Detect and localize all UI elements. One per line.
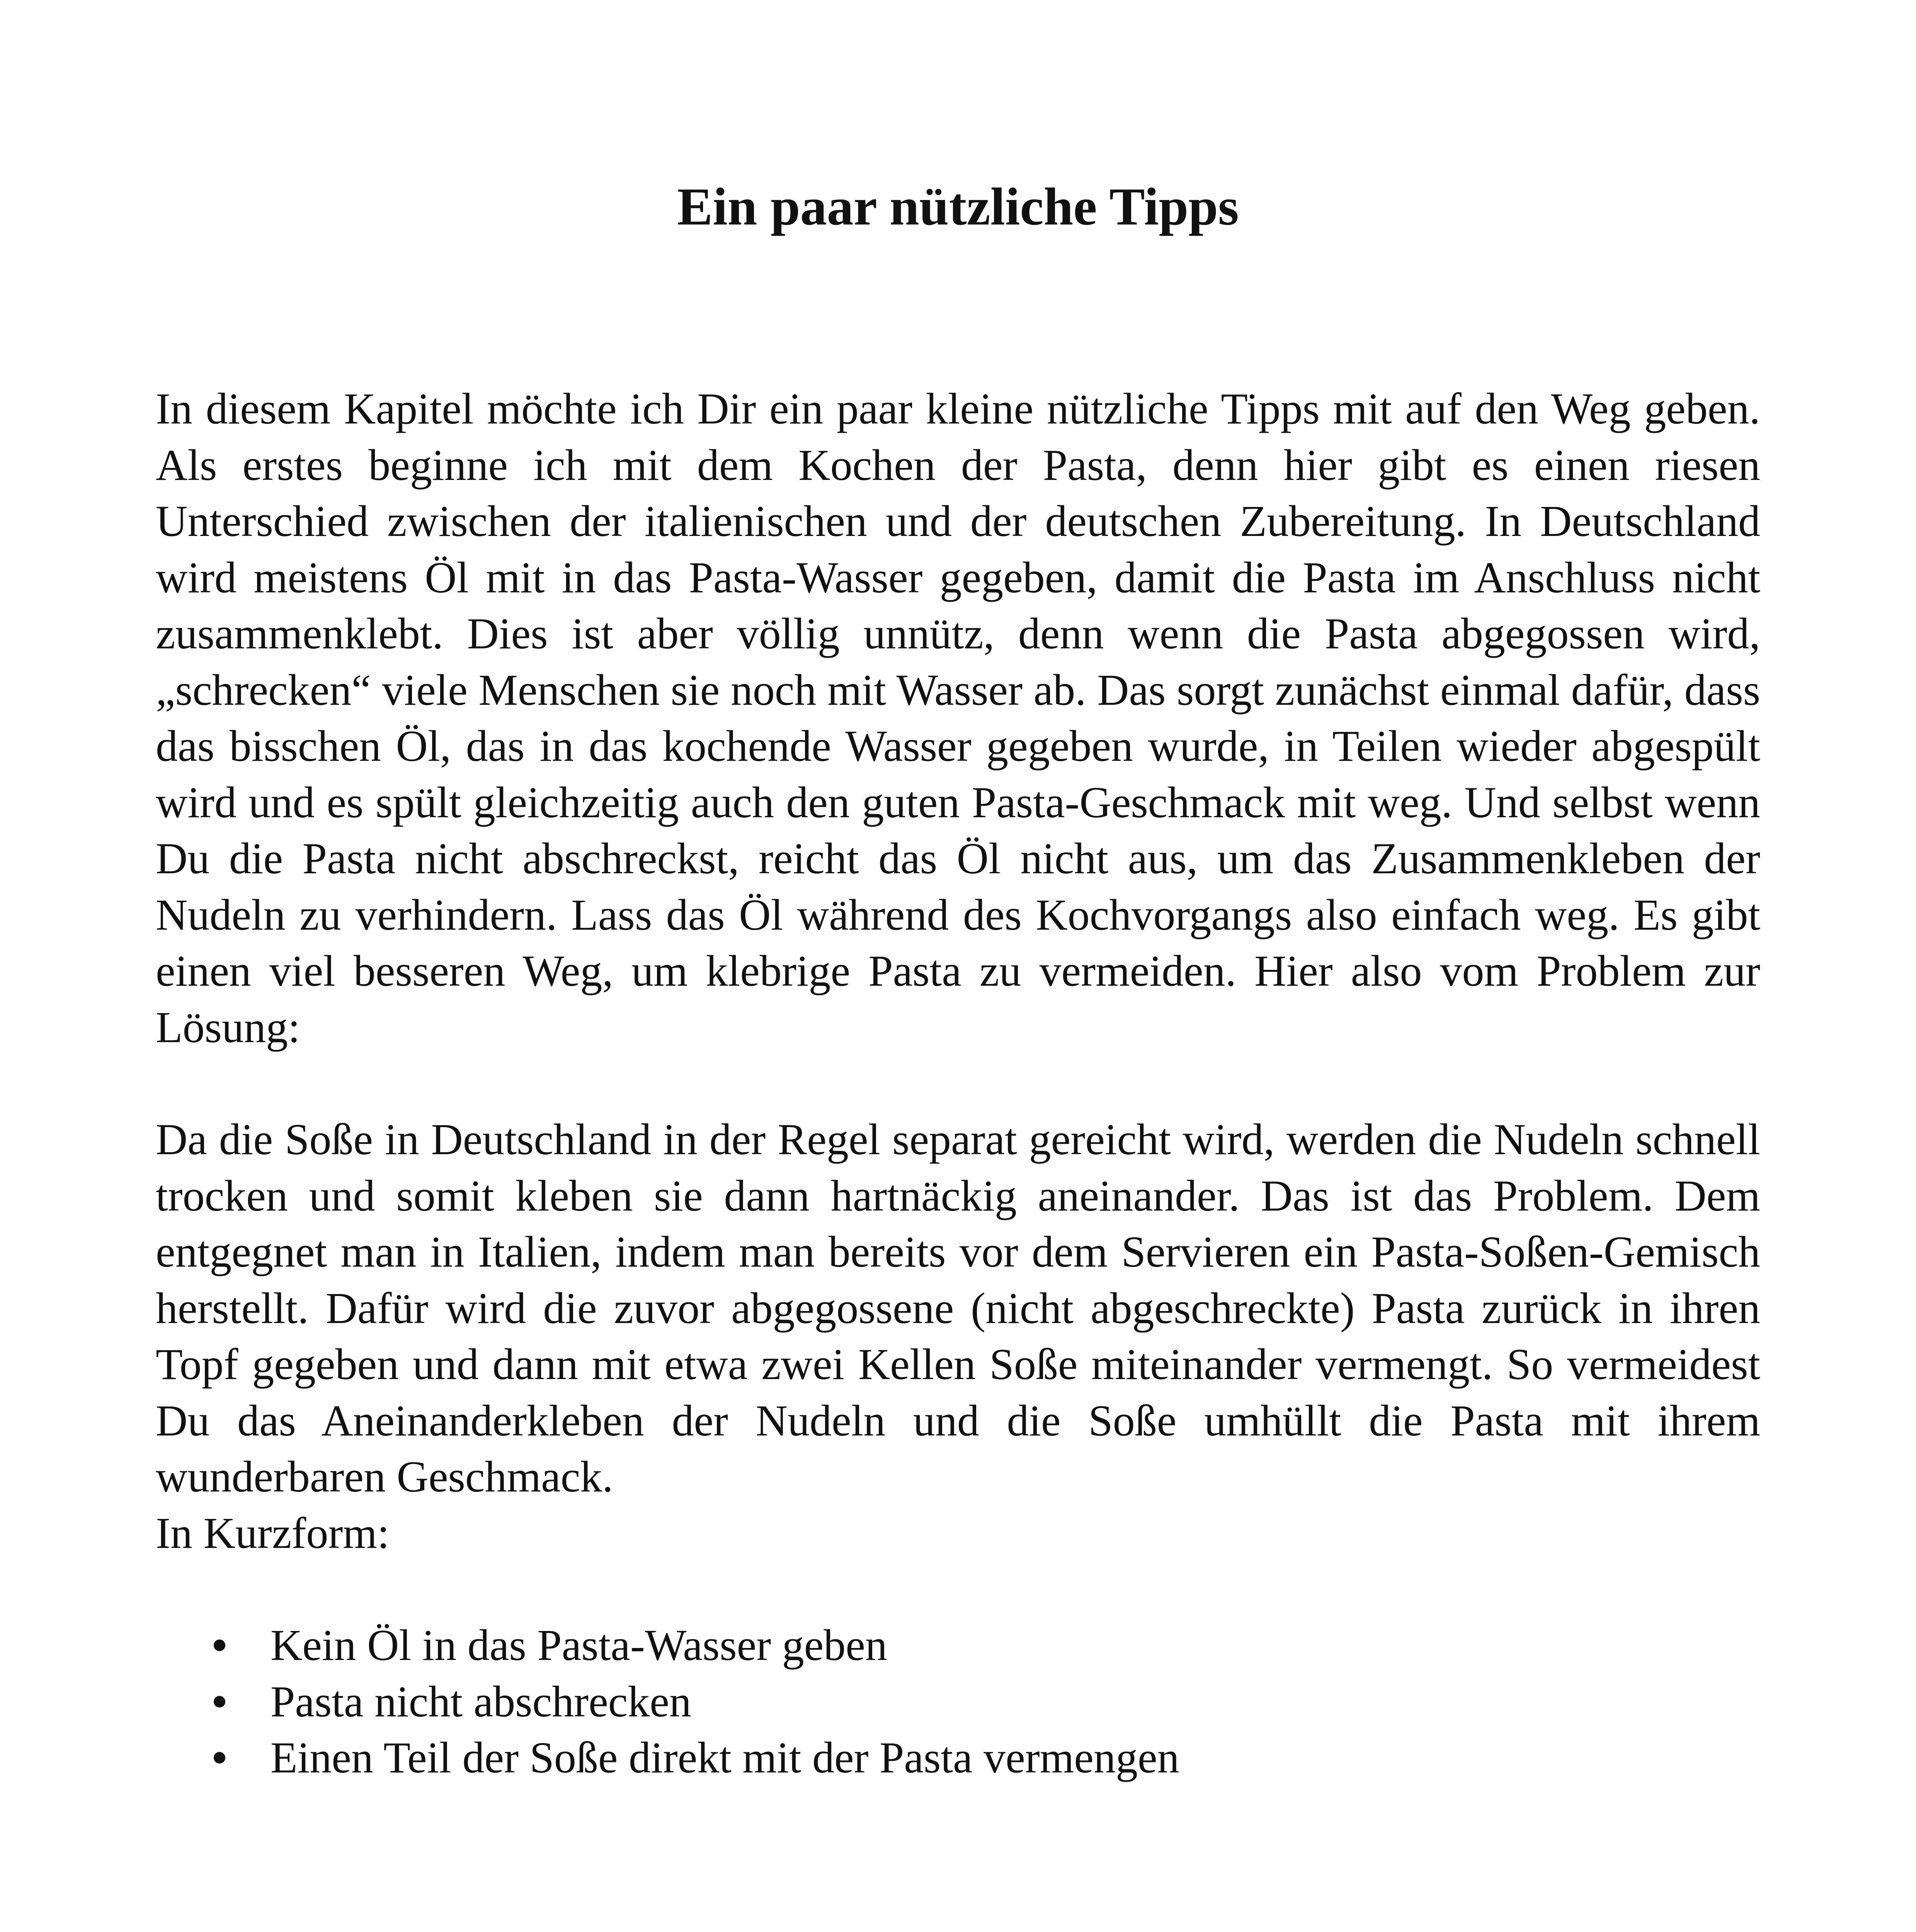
bullet-icon [214, 1752, 225, 1764]
bullet-icon [214, 1696, 225, 1708]
list-item [156, 1673, 1760, 1730]
paragraph-spacer [156, 1561, 1760, 1617]
paragraph-spacer [156, 1055, 1760, 1111]
list-item-text: Einen Teil der Soße direkt mit der Pasta vermengen [271, 1733, 1179, 1782]
summary-label-pasta: In Kurzform: [156, 1508, 390, 1558]
section-spacer [156, 1786, 1760, 1932]
list-item-text: Kein Öl in das Pasta-Wasser geben [271, 1621, 887, 1670]
page-title: Ein paar nützliche Tipps [677, 177, 1239, 236]
bullet-icon [214, 1639, 225, 1651]
pasta-tips-list [156, 1617, 1760, 1786]
list-item [156, 1617, 1760, 1673]
list-item-text: Pasta nicht abschrecken [271, 1677, 691, 1726]
pasta-problem-paragraph: Da die Soße in Deutschland in der Regel separat gereicht wird, werden die Nudeln schnell trocken und somit kleben sie dann hartnäckig aneinander. Das ist das Problem. Dem entgegnet man in Italien, indem man bereits vor dem Servieren ein Pasta-Soßen-Gemisch herstellt. Dafür wird die zuvor abgegossene (nicht abgeschreckte) Pasta zurück in ihren Topf gegeben und dann mit etwa zwei Kellen Soße miteinander vermengt. So vermeidest Du das Aneinanderkleben der Nudeln und die Soße umhüllt die Pasta mit ihrem wunderbaren Geschmack. [156, 1115, 1760, 1501]
page-content [156, 381, 1760, 1932]
list-item [156, 1730, 1760, 1786]
intro-paragraph: In diesem Kapitel möchte ich Dir ein paar kleine nützliche Tipps mit auf den Weg geben. Als erstes beginne ich mit dem Kochen der Pasta, denn hier gibt es einen riesen Unterschied zwischen der italienischen und der deutschen Zubereitung. In Deutschland wird meistens Öl mit in das Pasta-Wasser gegeben, damit die Pasta im Anschluss nicht zusammenklebt. Dies ist aber völlig unnütz, denn wenn die Pasta abgegossen wird, „schrecken“ viele Menschen sie noch mit Wasser ab. Das sorgt zunächst einmal dafür, dass das bisschen Öl, das in das kochende Wasser gegeben wurde, in Teilen wieder abgespült wird und es spült gleichzeitig auch den guten Pasta-Geschmack mit weg. Und selbst wenn Du die Pasta nicht abschreckst, reicht das Öl nicht aus, um das Zusammenkleben der Nudeln zu verhindern. Lass das Öl während des Kochvorgangs also einfach weg. Es gibt einen viel besseren Weg, um klebrige Pasta zu vermeiden. Hier also vom Problem zur Lösung: [156, 384, 1760, 1052]
